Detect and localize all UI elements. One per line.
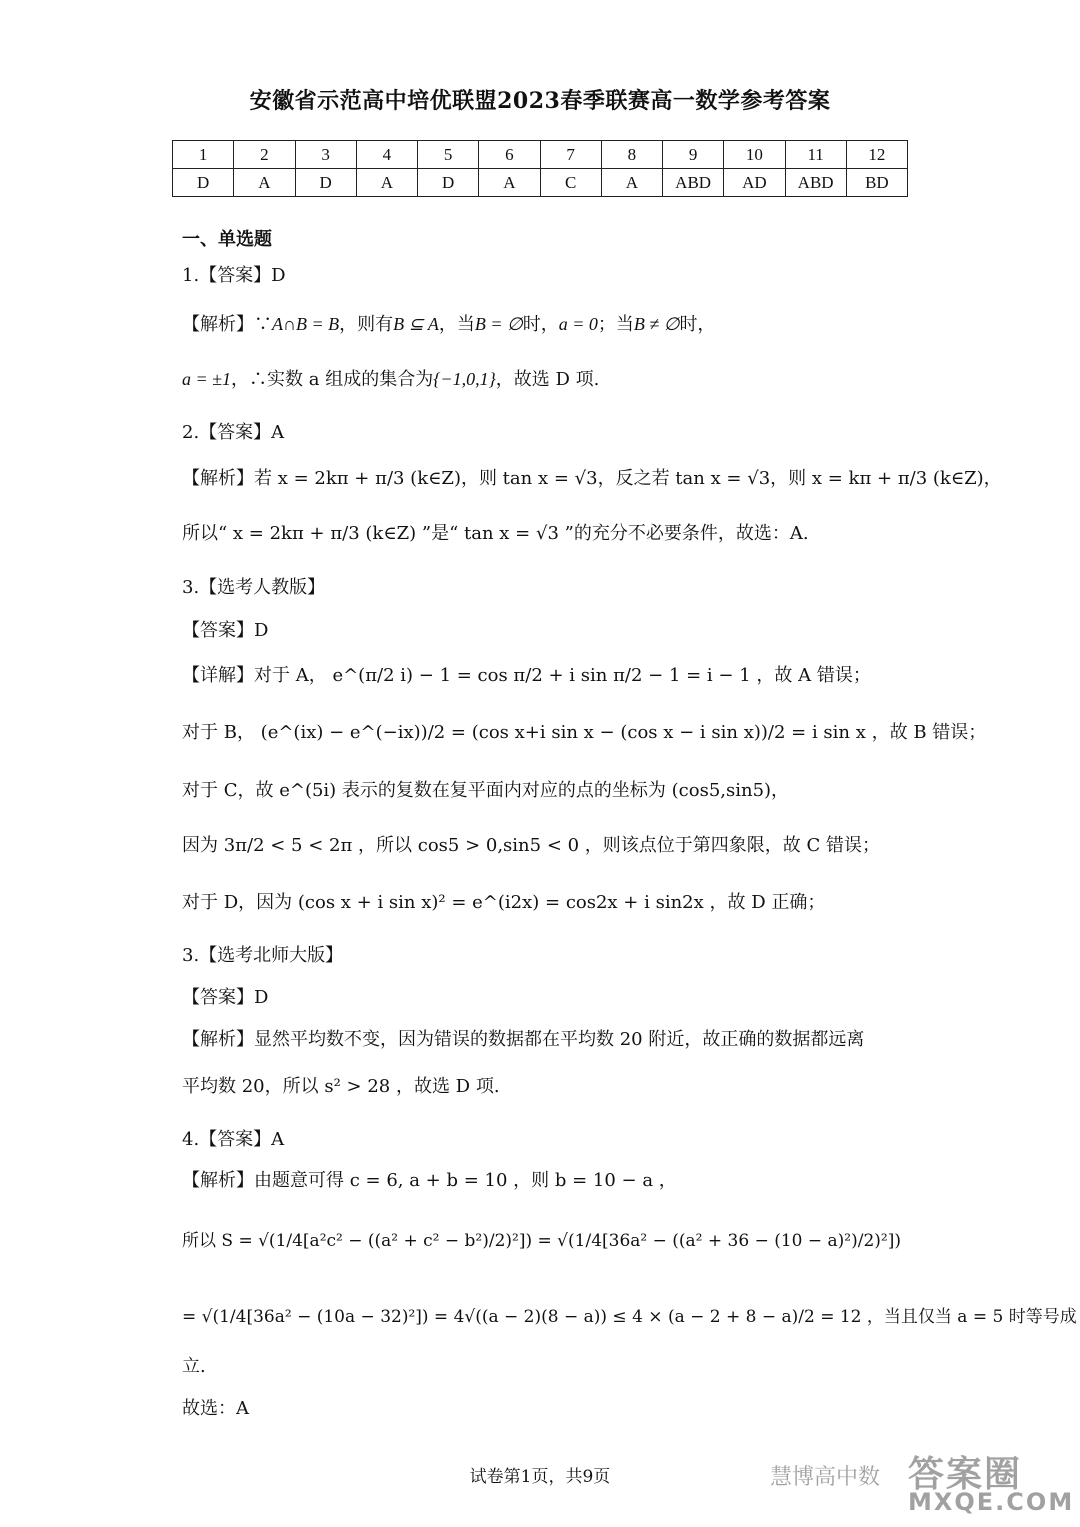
table-cell: 5 (418, 141, 479, 169)
q3a-title: 3.【选考人教版】 (182, 577, 326, 598)
table-cell: C (540, 169, 601, 197)
answer-table-number-row (173, 141, 908, 169)
q4-analysis-line3: = √(1/4[36a² − (10a − 32)²]) = 4√((a − 2)(8 − a)) ≤ 4 × (a − 2 + 8 − a)/2 = 12 ，当且仅当 a = 5 时等号成 (182, 1307, 1077, 1327)
q1-answer: 1.【答案】D (182, 265, 286, 286)
q4-answer: 4.【答案】A (182, 1129, 285, 1150)
q4-conclusion: 故选：A (182, 1398, 249, 1419)
table-cell: ABD (785, 169, 846, 197)
q1-math: B = ∅ (474, 314, 523, 334)
table-cell: A (234, 169, 295, 197)
table-cell: 12 (846, 141, 907, 169)
q1-math: B ⊆ A (393, 314, 439, 334)
q2-analysis-line2: 所以“ x = 2kπ + π/3 (k∈Z) ”是“ tan x = √3 ”的充分不必要条件，故选：A. (182, 523, 809, 544)
watermark-text: 慧博高中数 (770, 1465, 881, 1490)
q2-answer: 2.【答案】A (182, 422, 285, 443)
q3a-detail-c2: 因为 3π/2 < 5 < 2π ，所以 cos5 > 0,sin5 < 0 ，则该点位于第四象限，故 C 错误； (182, 835, 881, 856)
q1-text: ，∴实数 a 组成的集合为 (231, 369, 434, 390)
table-cell: AD (724, 169, 785, 197)
table-cell: D (173, 169, 234, 197)
table-cell: 6 (479, 141, 540, 169)
q3b-analysis-line2: 平均数 20，所以 s² > 28 ，故选 D 项. (182, 1076, 500, 1097)
q1-text: 时， (679, 314, 716, 335)
watermark (730, 1440, 1075, 1522)
q3a-answer: 【答案】D (182, 620, 269, 641)
table-cell: BD (846, 169, 907, 197)
table-cell: ABD (663, 169, 724, 197)
table-cell: 4 (356, 141, 417, 169)
watermark-logo: 答案圈 (908, 1454, 1023, 1495)
q3a-detail-c: 对于 C，故 e^(5i) 表示的复数在复平面内对应的点的坐标为 (cos5,sin5)， (182, 780, 790, 801)
q1-math: A∩B = B (272, 314, 340, 334)
q2-analysis-line1: 【解析】若 x = 2kπ + π/3 (k∈Z)，则 tan x = √3，反之若 tan x = √3，则 x = kπ + π/3 (k∈Z)， (182, 468, 1002, 489)
table-cell: D (295, 169, 356, 197)
table-cell: 9 (663, 141, 724, 169)
section-heading: 一、单选题 (182, 229, 272, 250)
q1-text: 时， (522, 314, 559, 335)
table-cell: A (356, 169, 417, 197)
q4-analysis-line2: 所以 S = √(1/4[a²c² − ((a² + c² − b²)/2)²]) = √(1/4[36a² − ((a² + 36 − (10 − a)²)/2)²]) (182, 1231, 902, 1251)
q3b-answer: 【答案】D (182, 987, 269, 1008)
q3a-detail-b: 对于 B， (e^(ix) − e^(−ix))/2 = (cos x+i sin x − (cos x − i sin x))/2 = i sin x ，故 B 错误； (182, 722, 987, 743)
table-cell: A (479, 169, 540, 197)
table-cell: 7 (540, 141, 601, 169)
table-cell: 3 (295, 141, 356, 169)
answer-table (172, 140, 908, 197)
q3a-detail-d: 对于 D，因为 (cos x + i sin x)² = e^(i2x) = cos2x + i sin2x ，故 D 正确； (182, 892, 826, 913)
table-cell: 10 (724, 141, 785, 169)
watermark-url: MXQE.COM (908, 1488, 1075, 1516)
q1-math: {−1,0,1} (433, 369, 496, 389)
q3b-title: 3.【选考北师大版】 (182, 945, 344, 966)
answer-table-answer-row (173, 169, 908, 197)
page-footer: 试卷第1页，共9页 (469, 1467, 611, 1487)
table-cell: D (418, 169, 479, 197)
q4-analysis-line1: 【解析】由题意可得 c = 6, a + b = 10 ，则 b = 10 − a ， (182, 1170, 677, 1191)
q1-text: ，故选 D 项. (495, 369, 600, 390)
q4-analysis-line4: 立. (182, 1356, 206, 1377)
q1-text: ，当 (438, 314, 475, 335)
q1-text: 【解析】∵ (182, 314, 272, 335)
table-cell: 11 (785, 141, 846, 169)
page-title: 安徽省示范高中培优联盟2023春季联赛高一数学参考答案 (249, 88, 831, 114)
q1-text: ；当 (597, 314, 634, 335)
q3b-analysis-line1: 【解析】显然平均数不变，因为错误的数据都在平均数 20 附近，故正确的数据都远离 (182, 1029, 865, 1050)
table-cell: 2 (234, 141, 295, 169)
table-cell: A (601, 169, 662, 197)
q1-analysis-line2 (182, 370, 599, 389)
q1-math: B ≠ ∅ (633, 314, 680, 334)
table-cell: 8 (601, 141, 662, 169)
q1-math: a = ±1 (182, 369, 232, 389)
q1-text: ，则有 (339, 314, 394, 335)
table-cell: 1 (173, 141, 234, 169)
q1-analysis-line1 (182, 315, 715, 334)
q3a-detail-a: 【详解】对于 A， e^(π/2 i) − 1 = cos π/2 + i sin π/2 − 1 = i − 1 ，故 A 错误； (182, 665, 871, 686)
q1-math: a = 0 (558, 314, 598, 334)
